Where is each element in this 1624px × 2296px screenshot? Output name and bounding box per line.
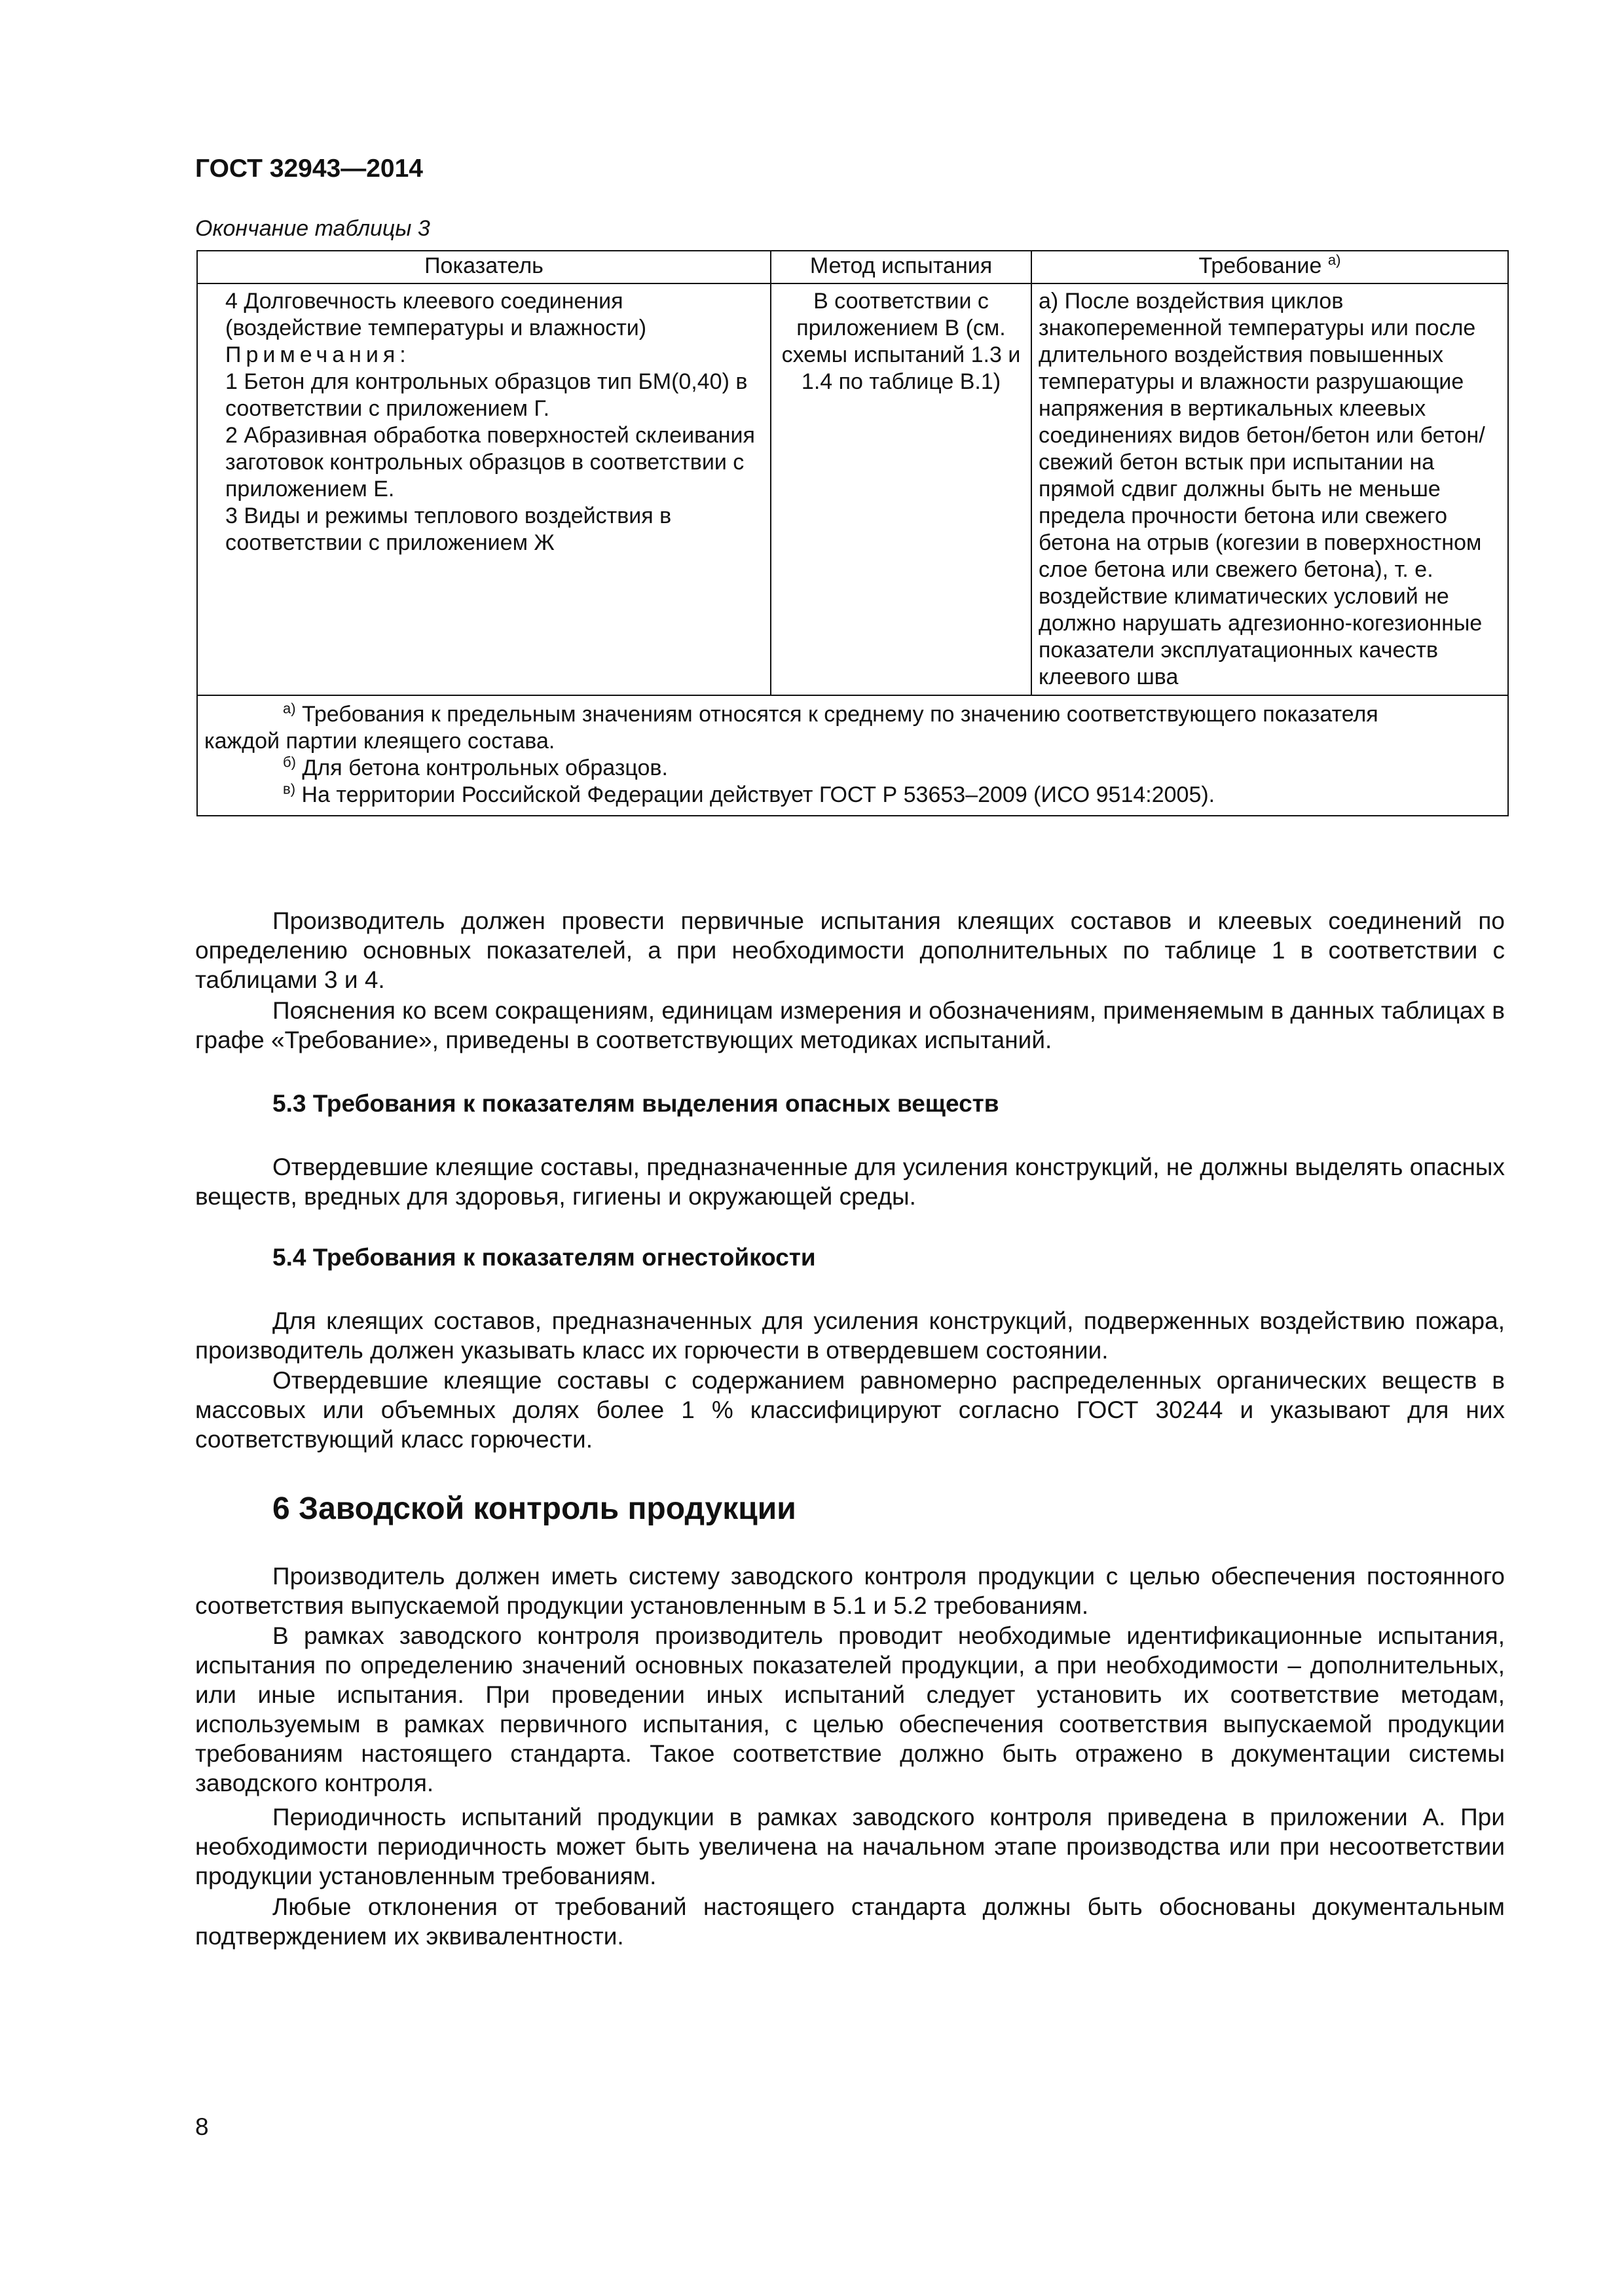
footnote-text: На территории Российской Федерации действует ГОСТ Р 53653–2009 (ИСО 9514:2005). (301, 782, 1215, 807)
indicator-line: 4 Долговечность клеевого соединения (225, 289, 623, 314)
table-header-row (197, 251, 1508, 283)
header-method: Метод испытания (771, 251, 1031, 283)
paragraph: Отвердевшие клеящие составы, предназначенные для усиления конструкций, не должны выделять опасных веществ, вредных для здоровья, гигиены и окружающей среды. (195, 1154, 1505, 1210)
header-requirement-note: а) (1327, 251, 1341, 268)
footnote-a-continuation: каждой партии клеящего состава. (204, 729, 555, 754)
footnotes-cell (197, 695, 1508, 816)
requirements-table (196, 250, 1509, 816)
method-cell: В соответствии с приложением В (см. схемы испытаний 1.3 и 1.4 по таблице В.1) (771, 283, 1031, 695)
paragraph: Производитель должен провести первичные испытания клеящих составов и клеевых соединений по определению основных показателей, а при необходимости дополнительных по таблице 1 в соответствии с таблицами 3 и 4. (195, 907, 1505, 993)
note-item: 1 Бетон для контрольных образцов тип БМ(0,40) в соответствии с приложением Г. (225, 369, 748, 421)
footnote-a (204, 701, 1501, 728)
table-row (197, 283, 1508, 695)
paragraph: В рамках заводского контроля производитель проводит необходимые идентификационные испытания, испытания по определению значений основных показателей продукции, а при необходимости – дополнительных, или иные испытания. При проведении иных испытаний следует установить их соответствие методам, используемым в рамках первичного испытания, с целью обеспечения соответствия выпускаемой продукции требованиям настоящего стандарта. Такое соответствие должно быть отражено в документации системы заводского контроля. (195, 1622, 1505, 1796)
footnote-c (204, 782, 1501, 809)
table-caption: Окончание таблицы 3 (195, 216, 430, 241)
paragraph: Любые отклонения от требований настоящего стандарта должны быть обоснованы документальным подтверждением их эквивалентности. (195, 1893, 1505, 1950)
section-heading-5-4: 5.4 Требования к показателям огнестойкости (272, 1244, 816, 1271)
page-number: 8 (195, 2113, 209, 2140)
footnote-text: Требования к предельным значениям относятся к среднему по значению соответствующего показателя (302, 702, 1378, 727)
note-item: 2 Абразивная обработка поверхностей склеивания заготовок контрольных образцов в соответствии с приложением Е. (225, 423, 755, 501)
footnote-b (204, 755, 1501, 782)
paragraph: Для клеящих составов, предназначенных для усиления конструкций, подверженных воздействию пожара, производитель должен указывать класс их горючести в отвердевшем состоянии. (195, 1307, 1505, 1364)
requirement-cell: а) После воздействия циклов знакопеременной температуры или после длительного воздействия повышенных температуры и влажности разрушающие напряжения в вертикальных клеевых соединениях видов бетон/бетон или бетон/свежий бетон встык при испытании на прямой сдвиг должны быть не меньше предела прочности бетона или свежего бетона на отрыв (когезии в поверхностном слое бетона или свежего бетона), т. е. воздействие климатических условий не должно нарушать адгезионно-когезионные показатели эксплуатационных качеств клеевого шва (1031, 283, 1508, 695)
indicator-cell (197, 283, 771, 695)
indicator-line: (воздействие температуры и влажности) (225, 316, 647, 340)
footnote-mark: б) (283, 754, 296, 771)
paragraph: Периодичность испытаний продукции в рамках заводского контроля приведена в приложении А. При необходимости периодичность может быть увеличена на начальном этапе производства или при несоответствии продукции установленным требованиям. (195, 1804, 1505, 1889)
header-requirement (1031, 251, 1508, 283)
header-indicator: Показатель (197, 251, 771, 283)
paragraph: Производитель должен иметь систему заводского контроля продукции с целью обеспечения постоянного соответствия выпускаемой продукции установленным в 5.1 и 5.2 требованиям. (195, 1563, 1505, 1619)
chapter-heading-6: 6 Заводской контроль продукции (272, 1491, 796, 1526)
note-item: 3 Виды и режимы теплового воздействия в соответствии с приложением Ж (225, 503, 672, 555)
footnote-text: Для бетона контрольных образцов. (302, 756, 668, 780)
paragraph: Пояснения ко всем сокращениям, единицам измерения и обозначениям, применяемым в данных таблицах в графе «Требование», приведены в соответствующих методиках испытаний. (195, 997, 1505, 1053)
header-requirement-label: Требование (1198, 253, 1322, 278)
footnote-mark: а) (283, 700, 296, 717)
notes-heading: Примечания: (225, 342, 411, 367)
section-heading-5-3: 5.3 Требования к показателям выделения опасных веществ (272, 1090, 999, 1117)
paragraph: Отвердевшие клеящие составы с содержанием равномерно распределенных органических веществ в массовых или объемных долях более 1 % классифицируют согласно ГОСТ 30244 и указывают для них соответствующий класс горючести. (195, 1367, 1505, 1453)
footnotes-row (197, 695, 1508, 816)
document-code: ГОСТ 32943—2014 (195, 155, 423, 183)
footnote-mark: в) (283, 780, 296, 797)
